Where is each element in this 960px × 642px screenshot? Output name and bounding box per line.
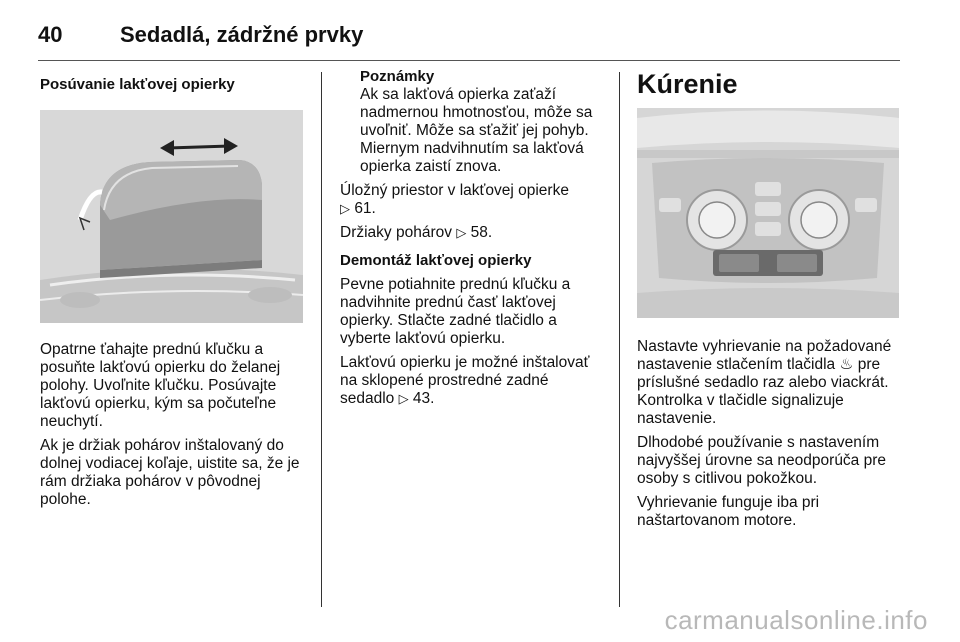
note-title: Poznámky bbox=[360, 68, 435, 85]
armrest-sliding-heading: Posúvanie lakťovej opierky bbox=[40, 76, 235, 93]
reference-arrow-icon: ▷ bbox=[340, 201, 350, 216]
cupholder-text: Držiaky pohárov bbox=[340, 224, 452, 241]
page-header bbox=[38, 14, 900, 52]
armrest-install-reference bbox=[340, 354, 602, 408]
cupholder-page-ref[interactable]: 58. bbox=[470, 224, 493, 241]
column-divider-2 bbox=[619, 72, 620, 607]
climate-panel-drawing bbox=[637, 108, 899, 318]
header-rule bbox=[38, 60, 900, 61]
seat-heating-text-part2: pre príslušné sedadlo raz alebo viackrát. Kontrolka v tlačidle signalizuje nastavenie. bbox=[637, 356, 889, 427]
chapter-title: Sedadlá, zádržné prvky bbox=[120, 22, 364, 47]
watermark: carmanualsonline.info bbox=[664, 605, 928, 635]
note-text: Ak sa lakťová opierka zaťaží nadmernou hmotnosťou, môže sa uvoľniť. Môže sa sťažiť jej pohyb. Miernym nadvihnutím sa lakťová opierka zaistí znova. bbox=[360, 86, 593, 175]
storage-page-ref[interactable]: 61. bbox=[354, 200, 376, 217]
note-block bbox=[340, 68, 602, 176]
armrest-removal-text: Pevne potiahnite prednú kľučku a nadvihnite prednú časť lakťovej opierky. Stlačte zadné tlačidlo a vyberte lakťovú opierku. bbox=[340, 276, 571, 347]
column-divider-1 bbox=[321, 72, 322, 607]
column-armrest-sliding bbox=[40, 68, 306, 515]
cupholder-reference bbox=[340, 224, 602, 242]
seat-heating-heading: Kúrenie bbox=[637, 69, 738, 99]
armrest-sliding-instructions: Opatrne ťahajte prednú kľučku a posuňte lakťovú opierku do želanej polohy. Uvoľnite kľučku. Posúvajte lakťovú opierku, kým sa počuteľne neuchytí. bbox=[40, 341, 281, 430]
column-seat-heating bbox=[637, 68, 902, 536]
install-text: Lakťovú opierku je možné inštalovať na sklopené prostredné zadné sedadlo bbox=[340, 354, 590, 407]
seat-heating-instructions bbox=[637, 338, 902, 428]
page-number: 40 bbox=[38, 22, 63, 47]
armrest-illustration bbox=[40, 110, 303, 323]
seat-heating-text-part1: Nastavte vyhrievanie na požadované nastavenie stlačením tlačidla bbox=[637, 338, 892, 373]
install-page-ref[interactable]: 43. bbox=[412, 390, 435, 407]
cupholder-rail-note: Ak je držiak pohárov inštalovaný do dolnej vodiacej koľaje, uistite sa, že je rám držiaka pohárov v pôvodnej polohe. bbox=[40, 437, 300, 508]
seat-heating-warning: Dlhodobé používanie s nastavením najvyššej úrovne sa neodporúča pre osoby s citlivou pokožkou. bbox=[637, 434, 887, 487]
armrest-drawing bbox=[40, 110, 303, 323]
armrest-removal-heading: Demontáž lakťovej opierky bbox=[340, 252, 532, 269]
storage-text: Úložný priestor v lakťovej opierke bbox=[340, 182, 569, 199]
reference-arrow-icon: ▷ bbox=[398, 391, 409, 406]
reference-arrow-icon: ▷ bbox=[456, 225, 467, 240]
seat-heating-icon: ♨ bbox=[839, 356, 854, 373]
column-armrest-notes bbox=[340, 68, 602, 414]
seat-heating-engine-note: Vyhrievanie funguje iba pri naštartovanom motore. bbox=[637, 494, 820, 529]
storage-reference bbox=[340, 182, 602, 218]
climate-panel-illustration bbox=[637, 108, 899, 318]
